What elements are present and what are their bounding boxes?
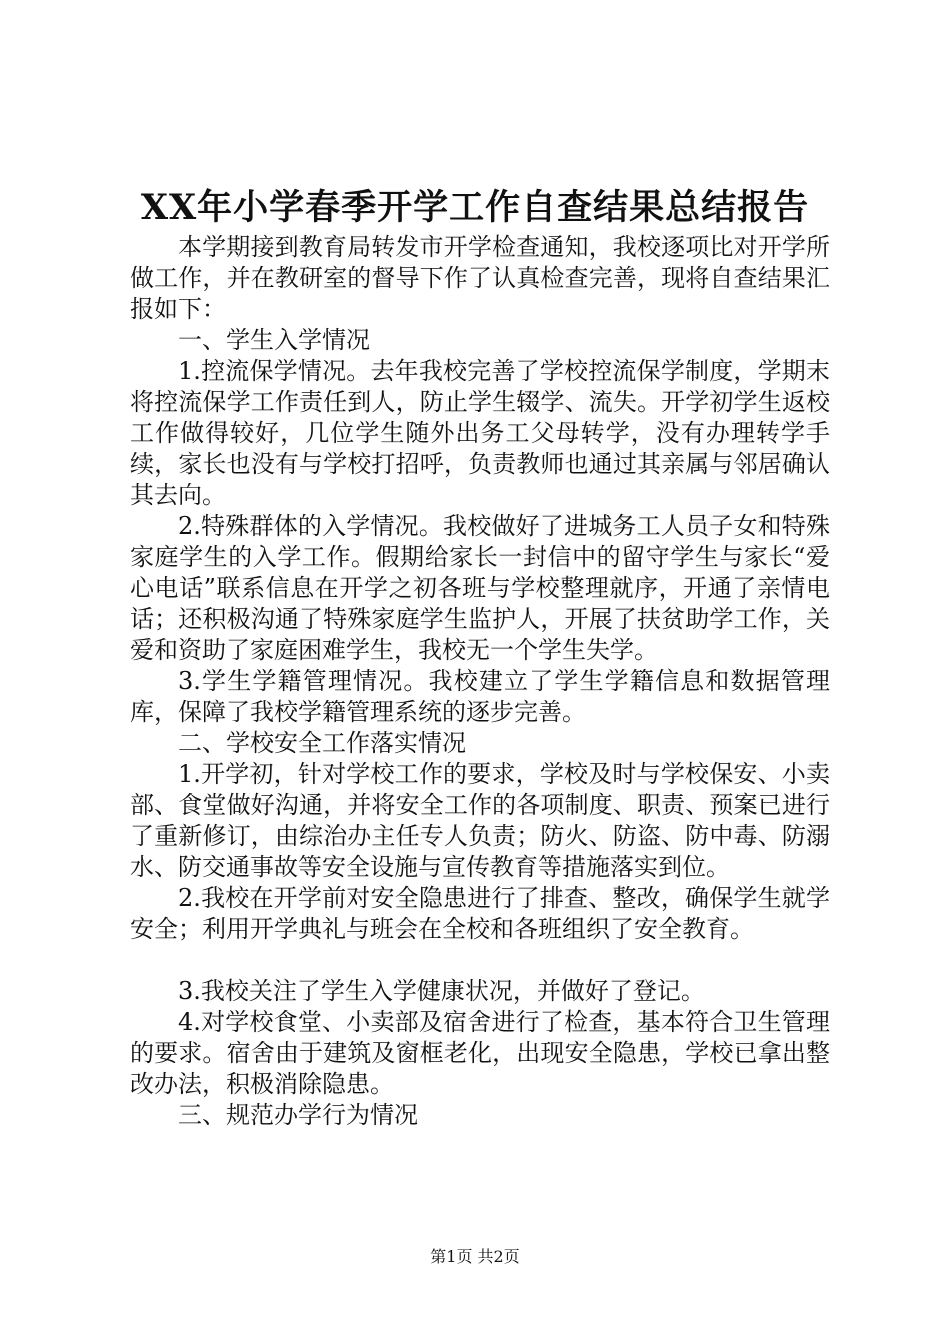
intro-paragraph: 本学期接到教育局转发市开学检查通知，我校逐项比对开学所做工作，并在教研室的督导下作了认真检查完善，现将自查结果汇报如下： [130, 233, 830, 323]
section-heading-2: 二、学校安全工作落实情况 [178, 729, 466, 757]
page-footer: 第1页 共2页 [430, 1247, 520, 1266]
section-2-item-2: 2.我校在开学前对安全隐患进行了排查、整改，确保学生就学安全；利用开学典礼与班会在全校和各班组织了安全教育。 [130, 884, 830, 943]
section-2-item-1: 1.开学初，针对学校工作的要求，学校及时与学校保安、小卖部、食堂做好沟通，并将安全工作的各项制度、职责、预案已进行了重新修订，由综治办主任专人负责；防火、防盗、防中毒、防溺水、防交通事故等安全设施与宣传教育等措施落实到位。 [130, 760, 830, 881]
document-title: XX年小学春季开学工作自查结果总结报告 [140, 187, 810, 228]
section-heading-1: 一、学生入学情况 [178, 326, 370, 354]
document-body [130, 232, 830, 1131]
section-heading-3: 三、规范办学行为情况 [178, 1101, 418, 1129]
section-2-item-3: 3.我校关注了学生入学健康状况，并做好了登记。 [178, 977, 705, 1005]
section-1-item-3: 3.学生学籍管理情况。我校建立了学生学籍信息和数据管理库，保障了我校学籍管理系统的逐步完善。 [130, 667, 830, 726]
section-1-item-2: 2.特殊群体的入学情况。我校做好了进城务工人员子女和特殊家庭学生的入学工作。假期给家长一封信中的留守学生与家长“爱心电话”联系信息在开学之初各班与学校整理就序，开通了亲情电话；还积极沟通了特殊家庭学生监护人，开展了扶贫助学工作，关爱和资助了家庭困难学生，我校无一个学生失学。 [130, 512, 830, 664]
section-2-item-4: 4.对学校食堂、小卖部及宿舍进行了检查，基本符合卫生管理的要求。宿舍由于建筑及窗框老化，出现安全隐患，学校已拿出整改办法，积极消除隐患。 [130, 1008, 830, 1098]
section-1-item-1: 1.控流保学情况。去年我校完善了学校控流保学制度，学期末将控流保学工作责任到人，防止学生辍学、流失。开学初学生返校工作做得较好，几位学生随外出务工父母转学，没有办理转学手续，家长也没有与学校打招呼，负责教师也通过其亲属与邻居确认其去向。 [130, 357, 830, 509]
